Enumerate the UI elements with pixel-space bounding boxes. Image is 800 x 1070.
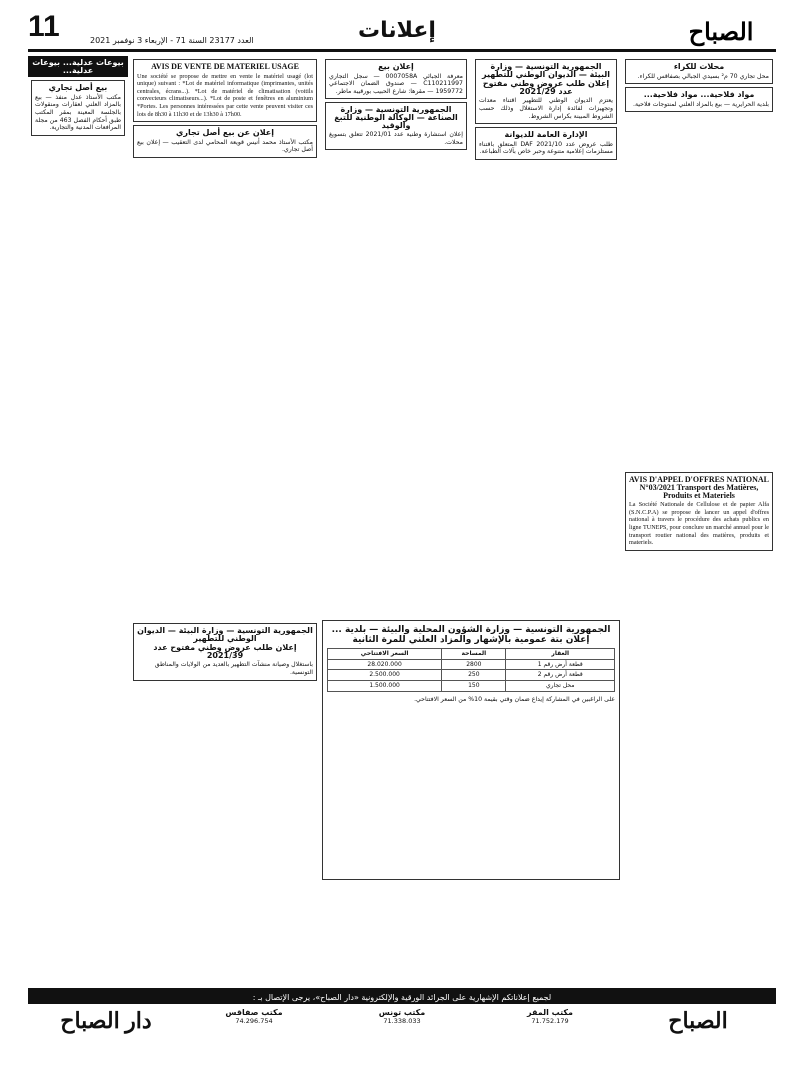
onas-tender-2-title: الجمهورية التونسية — وزارة البيئة — الديوان الوطني للتطهير [137, 626, 313, 643]
agri-body: بلدية الحرايرية — بيع بالمزاد العلني لمنتوجات فلاحية. [633, 100, 769, 108]
tobacco-agency-body: إعلان استشارة وطنية عدد 2021/01 تتعلق بتسويغ محلات. [329, 131, 463, 146]
snpca-tender-title: AVIS D'APPEL D'OFFRES NATIONAL N°03/2021 Transport des Matières, Produits et Materiels [629, 475, 769, 500]
table-cell: 150 [442, 680, 506, 691]
table-cell: قطعة أرض رقم 2 [506, 670, 615, 681]
snpca-tender [625, 472, 773, 550]
judicial-notice-body: مكتب الأستاذ عدل منفذ — بيع بالمزاد العلني لعقارات ومنقولات بالجلسة المعينة بمقر المكتب طبق أحكام الفصل 463 من مجلة المرافعات المدنية والتجارية. [35, 93, 121, 132]
business-sale-body: مكتب الأستاذ محمد أنيس قويعة المحامي لدى التعقيب — إعلان بيع أصل تجاري. [137, 138, 313, 154]
footer-brand-right: الصباح [668, 1008, 728, 1033]
svg-text:الصباح: الصباح [688, 20, 754, 46]
rentals-title: محلات للكراء [673, 62, 725, 71]
onas-tender-2 [130, 620, 320, 880]
sale-notice-fr [133, 59, 317, 122]
auction-header: المساحة [442, 649, 506, 660]
footer-brand-left: دار الصباح [60, 1008, 152, 1033]
table-cell: 2.500.000 [328, 670, 442, 681]
column-mid-3 [472, 56, 620, 616]
sale-notice-fr-body: Une société se propose de mettre en vente le matériel usagé (lot unique) suivant : *Lot de matériel informatique (imprimantes, unités centrales, écrans...). *Lot de matériel de climatisation (voitils convecteurs climatiseurs...). *Lot de poste et fenêtres en aluminium *Portes. Les personnes intéressées par cette vente peuvent visiter ces lots de 8h30 à 11h30 et de 13h30 à 17h00. [137, 72, 313, 118]
sale-notice-body: معرفة الجبائي 0007058A — سجل التجاري C110211997 — صندوق الضمان الاجتماعي 1959772 — مقرها: شارع الحبيب بورقيبة ماطر. [329, 72, 463, 95]
table-cell: قطعة أرض رقم 1 [506, 659, 615, 670]
onas-tender-title: الجمهورية التونسية — وزارة البيئة — الديوان الوطني للتطهير [482, 62, 610, 79]
newspaper-logo [666, 14, 776, 50]
judicial-sales-banner: بيوعات عدلية... بيوعات عدلية... [28, 56, 128, 77]
table-row [328, 670, 615, 681]
agri-title: مواد فلاحية... مواد فلاحية... [643, 90, 755, 100]
table-cell: 250 [442, 670, 506, 681]
page-footer [28, 988, 776, 1058]
issue-info: العدد 23177 السنة 71 - الإربعاء 3 نوفمبر 2021 [90, 36, 254, 45]
rentals-notice [625, 59, 773, 84]
onas-tender [475, 59, 617, 124]
judicial-notice-title: بيع أصل تجاري [48, 83, 108, 93]
judicial-sales-column [28, 56, 128, 926]
table-row [328, 680, 615, 691]
tobacco-agency-title: الجمهورية التونسية — وزارة الصناعة — الوكالة الوطنية للتبغ والوقيد [334, 105, 458, 130]
column-mid-1 [130, 56, 320, 616]
customs-tender-title: الإدارة العامة للديوانة [504, 130, 588, 140]
footer-offices [28, 1004, 776, 1038]
rentals-body: محل تجاري 70 م² بسيدي الجبالي بصفاقس للكراء. [637, 72, 769, 80]
auction-title: الجمهورية التونسية — وزارة الشؤون المحلية والبيئة — بلدية ... [331, 625, 611, 635]
public-auction-notice [322, 620, 620, 880]
auction-header: العقار [506, 649, 615, 660]
section-title: إعلانات [358, 18, 436, 43]
auction-body: على الراغبين في المشاركة إيداع ضمان وقتي بقيمة 10% من السعر الافتتاحي. [414, 695, 615, 703]
sale-notice-fr-title: AVIS DE VENTE DE MATERIEL USAGE [151, 62, 299, 71]
onas-tender-2-box [133, 623, 317, 681]
customs-tender-body: طلب عروض عدد 2021/10 DAF المتعلق باقتناء مستلزمات إعلامية متنوعة وحبر خاص بآلات الطباعة. [479, 140, 613, 156]
column-mid-2 [322, 56, 470, 616]
agri-notice [625, 87, 773, 112]
auction-subtitle: إعلان بتة عمومية بالإشهار والمزاد العلني للمرة الثانية [352, 634, 590, 645]
onas-tender-2-body: باستغلال وصيانة منشآت التطهير بالعديد من الولايات والمناطق التونسية. [154, 661, 313, 676]
column-right [622, 56, 776, 926]
table-cell: 1.500.000 [328, 680, 442, 691]
onas-tender-subtitle: إعلان طلب عروض وطني مفتوح عدد 2021/29 [482, 79, 610, 96]
sale-notice [325, 59, 467, 99]
office-hq: مكتب المقر 71.752.179 [527, 1008, 573, 1025]
footer-strip: لجميع إعلاناتكم الإشهارية على الجرائد الورقية والإلكترونية «دار الصباح»، يرجى الإتصال بـ : [28, 991, 776, 1004]
onas-tender-body: يعتزم الديوان الوطني للتطهير اقتناء معدات وتجهيزات لفائدة إدارة الاستغلال وذلك حسب الشروط المبينة بكراس الشروط. [479, 97, 613, 120]
tobacco-agency-notice [325, 102, 467, 150]
office-tunis: مكتب تونس 71.338.033 [378, 1008, 426, 1025]
office-sfax: مكتب صفاقس 74.296.754 [225, 1008, 283, 1025]
business-sale-title: إعلان عن بيع أصل تجاري [176, 128, 274, 138]
table-cell: محل تجاري [506, 680, 615, 691]
page-header [28, 10, 776, 52]
customs-tender [475, 127, 617, 160]
auction-table [327, 648, 615, 691]
page-number: 11 [28, 10, 60, 43]
judicial-notice [31, 80, 125, 136]
auction-header: السعر الافتتاحي [328, 649, 442, 660]
table-cell: 2800 [442, 659, 506, 670]
sale-notice-title: إعلان بيع [378, 62, 414, 71]
table-cell: 28.020.000 [328, 659, 442, 670]
business-sale-notice [133, 125, 317, 158]
table-row [328, 659, 615, 670]
onas-tender-2-subtitle: إعلان طلب عروض وطني مفتوح عدد 2021/39 [153, 643, 297, 660]
snpca-tender-body: La Société Nationale de Cellulose et de papier Alfa (S.N.C.P.A) se propose de lancer un appel d'offres national à travers le procédure des achats publics en ligne TUNEPS, pour conclure un marché annuel pour le transport routier national des matières, produits et materiels. [629, 501, 769, 547]
